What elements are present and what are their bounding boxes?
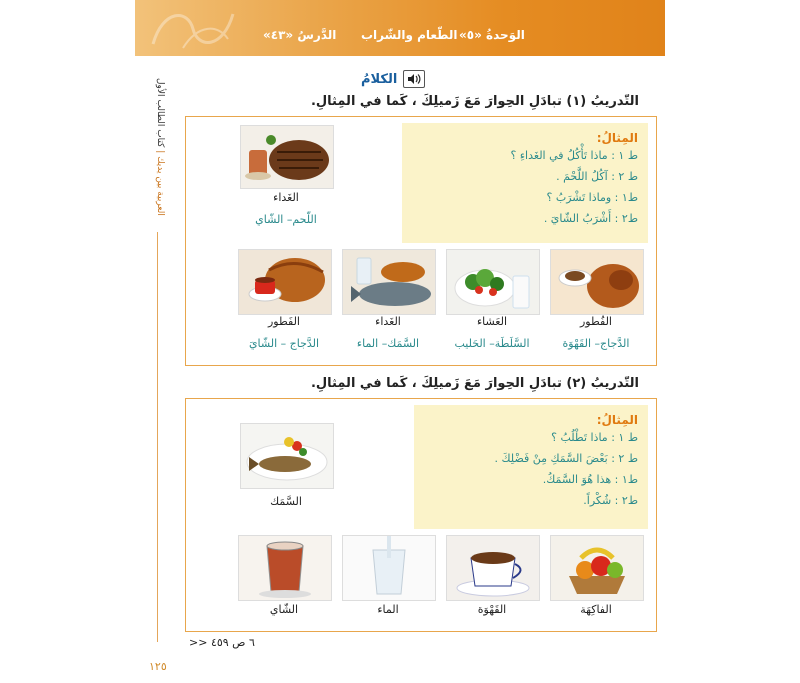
book-title: العربية بين يديك: [155, 156, 165, 216]
exercise2-box: [185, 398, 657, 632]
sidebar-book-info: العربية بين يديك | كتاب الطالب الأول: [155, 78, 165, 216]
item-label: الماء: [377, 603, 399, 616]
workbook-reference: >> ٦ ص ٤٥٩: [189, 636, 255, 649]
fish-plate-image: [240, 423, 334, 489]
section-heading: [361, 70, 425, 88]
coffee-cup-image: [446, 535, 540, 601]
book-part: كتاب الطالب الأول: [155, 78, 165, 148]
dialogue-line: ط ٢ : آكُلُ اللَّحْمَ .: [556, 170, 638, 183]
water-glass-image: [342, 535, 436, 601]
item-label: الفاكِهَة: [580, 603, 612, 616]
meal-label: العَشاء: [476, 315, 508, 328]
exercise1-box: [185, 116, 657, 366]
foods-label: السَّلَطَة– الحَليب: [454, 337, 530, 350]
exercise1-example: [402, 123, 648, 243]
dialogue-line: ط١ : هذا هُوَ السَّمَكُ.: [542, 473, 638, 486]
example-heading: المِثالُ:: [596, 131, 638, 145]
textbook-page: [135, 0, 665, 683]
exercise2-title: التّدريبُ (٢) تبادَلِ الحِوارَ مَعَ زَميلِكَ ، كَما في المِثالِ.: [310, 376, 639, 391]
steak-tea-image: [240, 125, 334, 189]
theme-label: الطّعام والشّراب: [361, 28, 458, 42]
dialogue-line: ط ١ : ماذا تَطْلُبُ ؟: [551, 431, 638, 444]
exercise1-title: التّدريبُ (١) تبادَلِ الحِوارَ مَعَ زَميلِكَ ، كَما في المِثالِ.: [310, 94, 639, 109]
header-banner: [135, 0, 665, 56]
foods-label: الدَّجاج – الشّايَ: [248, 337, 320, 350]
example-heading: المِثالُ:: [596, 413, 638, 427]
fish-water-image: [342, 249, 436, 315]
meal-label: الفَطور: [268, 315, 300, 328]
dialogue-line: ط٢ : أَشْرَبُ الشّايَ .: [543, 212, 638, 225]
sidebar-divider: [157, 232, 158, 642]
example-item-label: السَّمَك: [270, 495, 302, 508]
speaker-icon[interactable]: [403, 70, 425, 88]
example-foods-label: اللّحم– الشّاي: [255, 213, 317, 226]
tea-glass-image: [238, 535, 332, 601]
dialogue-line: ط ١ : ماذا تَأْكُلُ في الغَداءِ ؟: [510, 149, 638, 162]
example-meal-label: الغَداء: [273, 191, 299, 204]
meal-label: الغَداء: [375, 315, 401, 328]
fruit-basket-image: [550, 535, 644, 601]
dialogue-line: ط ٢ : بَعْضَ السَّمَكِ مِنْ فَضْلِكَ .: [494, 452, 638, 465]
section-title: الكلامُ: [361, 71, 398, 87]
page-number: ١٢٥: [149, 660, 167, 673]
chicken-coffee-image: [550, 249, 644, 315]
salad-milk-image: [446, 249, 540, 315]
chicken-tea-image: [238, 249, 332, 315]
decorative-swirl-icon: [143, 4, 263, 52]
foods-label: الدَّجاج– القَهْوَة: [562, 337, 630, 350]
unit-label: الوَحدةُ «٥»: [459, 28, 525, 42]
dialogue-line: ط٢ : شُكْراً.: [583, 494, 638, 507]
item-label: القَهْوَة: [477, 603, 507, 616]
lesson-label: الدَّرسُ «٤٣»: [263, 28, 337, 42]
item-label: الشّاي: [269, 603, 299, 616]
foods-label: السَّمَك– الماء: [356, 337, 420, 350]
exercise2-example: [414, 405, 648, 529]
meal-label: الفُطور: [580, 315, 612, 328]
dialogue-line: ط١ : وماذا تَشْرَبُ ؟: [546, 191, 638, 204]
